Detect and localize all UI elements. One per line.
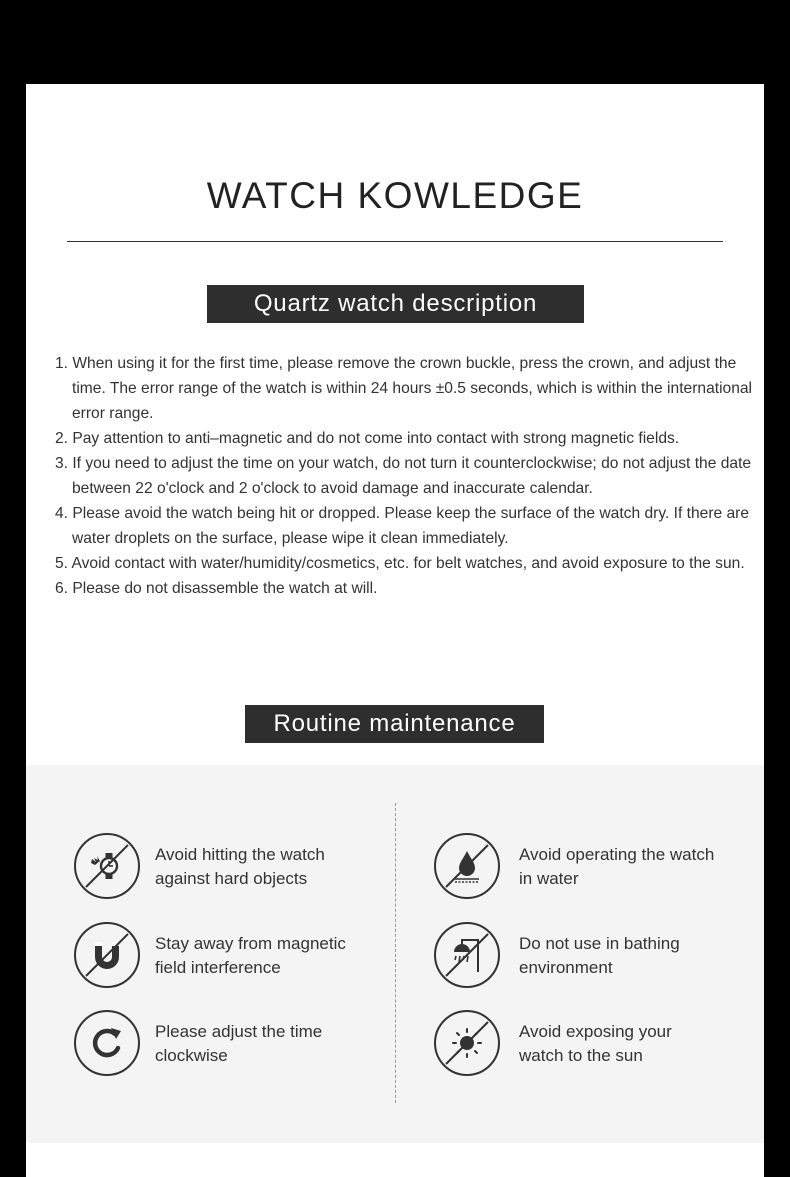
clockwise-arrow-icon xyxy=(74,1010,140,1076)
feature-avoid-sun xyxy=(434,1010,764,1080)
description-item: 4. Please avoid the watch being hit or dropped. Please keep the surface of the watch dry. If there are water droplets on the surface, please wipe it clean immediately. xyxy=(55,505,750,547)
description-item: 6. Please do not disassemble the watch at will. xyxy=(55,580,378,597)
feature-text: Please adjust the time clockwise xyxy=(155,1022,323,1065)
feature-text: Avoid exposing your watch to the sun xyxy=(519,1022,672,1065)
no-sun-icon xyxy=(434,1010,500,1076)
title-divider xyxy=(67,241,723,242)
magnet-icon xyxy=(74,922,140,988)
description-list xyxy=(55,351,755,601)
description-item: 2. Pay attention to anti–magnetic and do not come into contact with strong magnetic fields. xyxy=(55,430,680,447)
section-title-maintenance: Routine maintenance xyxy=(245,705,544,743)
no-hitting-watch-icon xyxy=(74,833,140,899)
no-water-icon xyxy=(434,833,500,899)
page-title: WATCH KOWLEDGE xyxy=(206,174,584,216)
no-shower-icon xyxy=(434,922,500,988)
feature-text: Avoid operating the watch in water xyxy=(519,845,715,888)
feature-text: Avoid hitting the watch against hard objects xyxy=(155,845,325,888)
feature-avoid-water xyxy=(434,833,764,903)
feature-magnetic xyxy=(74,922,404,992)
content-card xyxy=(26,84,764,1177)
feature-text: Do not use in bathing environment xyxy=(519,934,680,977)
description-item: 5. Avoid contact with water/humidity/cosmetics, etc. for belt watches, and avoid exposure to the sun. xyxy=(55,555,745,572)
feature-clockwise xyxy=(74,1010,404,1080)
feature-no-bathing xyxy=(434,922,764,992)
section-title-quartz: Quartz watch description xyxy=(207,285,584,323)
maintenance-panel xyxy=(26,765,764,1143)
feature-text: Stay away from magnetic field interference xyxy=(155,934,346,977)
description-item: 3. If you need to adjust the time on your watch, do not turn it counterclockwise; do not adjust the date between 22 o'clock and 2 o'clock to avoid damage and inaccurate calendar. xyxy=(55,455,752,497)
feature-avoid-hitting xyxy=(74,833,404,903)
description-item: 1. When using it for the first time, please remove the crown buckle, press the crown, and adjust the time. The error range of the watch is within 24 hours ±0.5 seconds, which is within the international error range. xyxy=(55,355,753,422)
